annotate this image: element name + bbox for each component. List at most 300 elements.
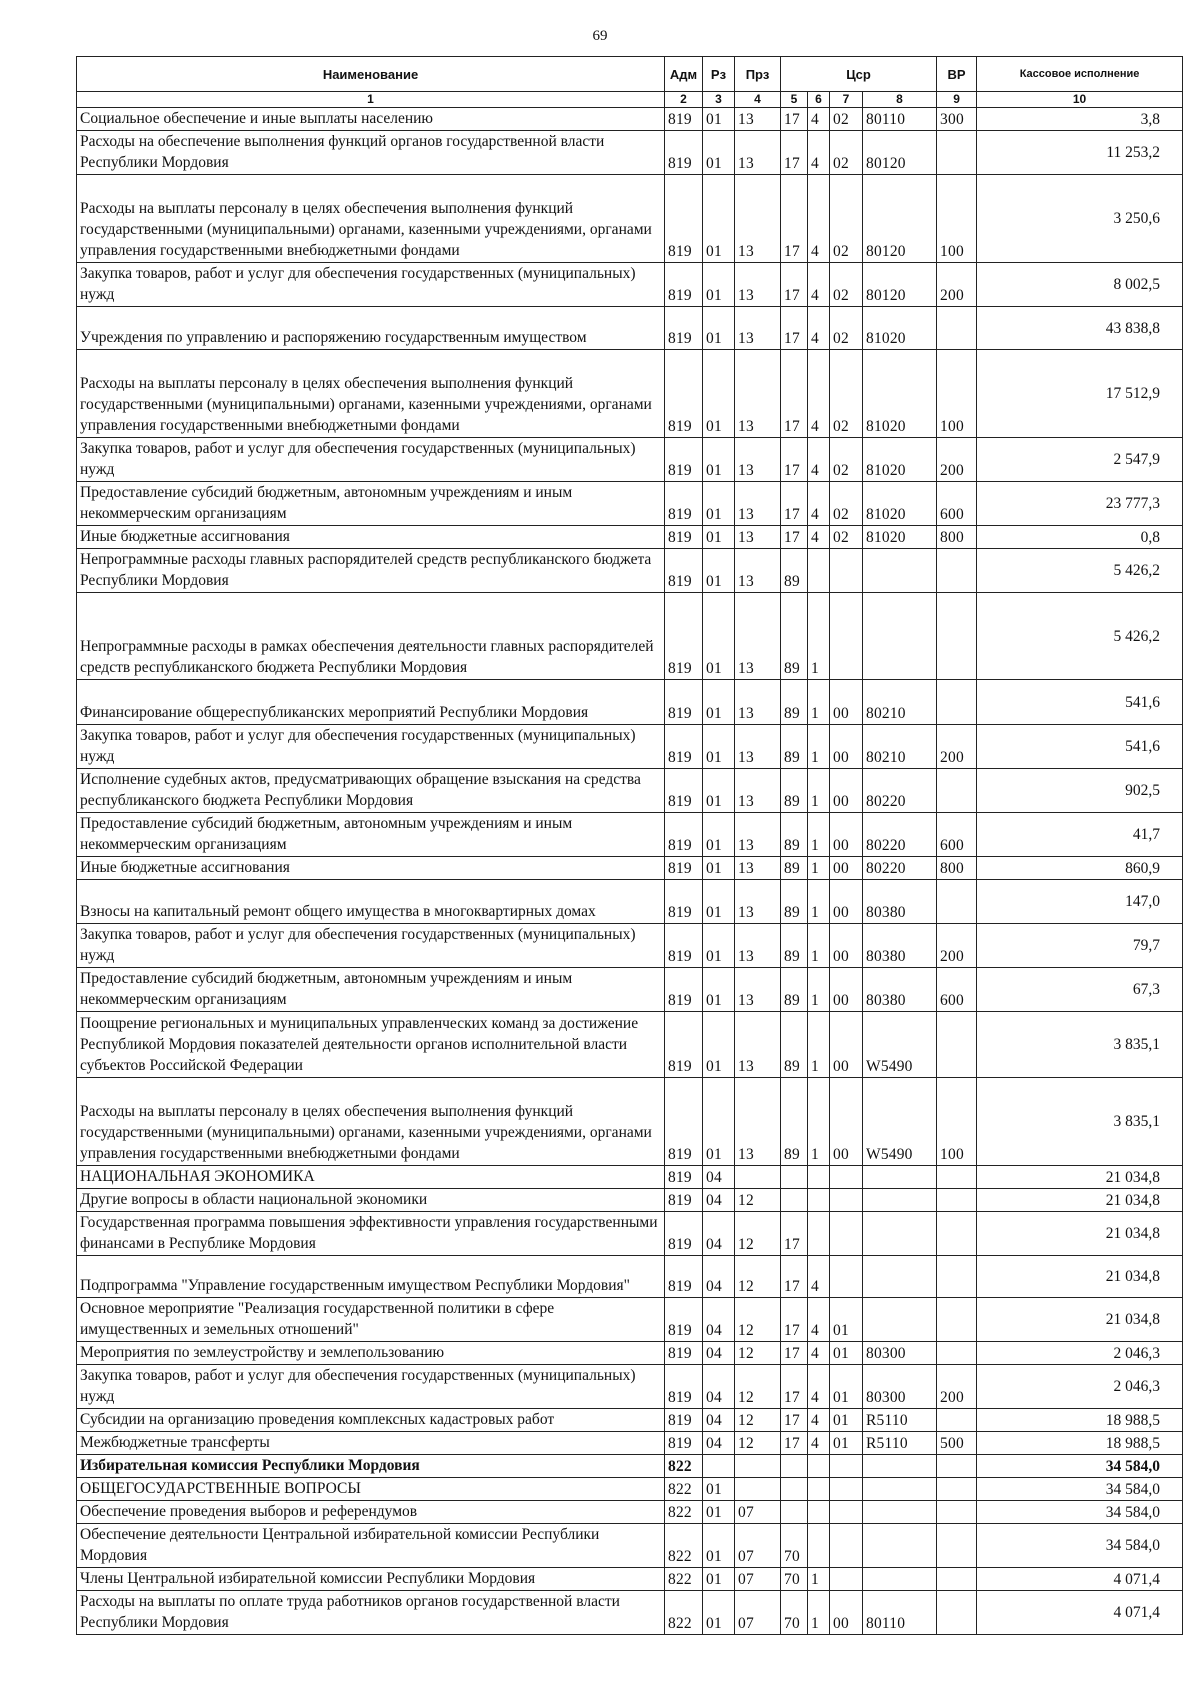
table-cell-vr [937,1409,977,1432]
table-cell-csr-direction: W5490 [863,1078,937,1166]
table-cell-csr-program: 89 [781,680,808,725]
table-cell-amount: 860,9 [977,857,1183,880]
header-number: 3 [703,92,735,108]
table-cell-name: Обеспечение деятельности Центральной избирательной комиссии Республики Мордовия [77,1524,665,1568]
table-cell-adm: 819 [665,350,703,438]
table-row [77,1432,1183,1455]
table-row [77,1501,1183,1524]
table-cell-prz: 13 [735,108,781,131]
table-cell-vr [937,307,977,350]
table-cell-csr-event: 02 [830,350,863,438]
table-cell-amount: 41,7 [977,813,1183,857]
table-cell-name: Подпрограмма "Управление государственным имуществом Республики Мордовия" [77,1256,665,1298]
table-row [77,968,1183,1012]
table-row [77,725,1183,769]
header-number: 4 [735,92,781,108]
table-cell-rz: 01 [703,725,735,769]
table-row [77,1409,1183,1432]
table-cell-adm: 819 [665,680,703,725]
table-cell-prz: 12 [735,1212,781,1256]
table-cell-csr-subprogram: 4 [808,1256,830,1298]
table-cell-csr-subprogram [808,549,830,593]
table-cell-csr-program: 70 [781,1524,808,1568]
table-cell-csr-event: 00 [830,857,863,880]
table-cell-prz: 13 [735,968,781,1012]
table-cell-csr-subprogram: 1 [808,593,830,680]
table-cell-csr-subprogram [808,1166,830,1189]
table-cell-csr-subprogram [808,1524,830,1568]
table-cell-rz: 04 [703,1298,735,1342]
table-cell-csr-direction: 80220 [863,813,937,857]
table-cell-csr-subprogram: 4 [808,1365,830,1409]
table-cell-csr-event [830,1501,863,1524]
table-cell-vr [937,1212,977,1256]
header-number: 6 [808,92,830,108]
table-cell-vr [937,1298,977,1342]
table-cell-vr [937,131,977,175]
table-cell-csr-direction: 80110 [863,1591,937,1635]
table-cell-vr [937,593,977,680]
table-cell-vr: 200 [937,1365,977,1409]
table-cell-csr-subprogram: 4 [808,350,830,438]
table-cell-name: Расходы на выплаты персоналу в целях обеспечения выполнения функций государственными (муниципальными) органами, казенными учреждениями, органами управления государственными внебюджетными фондами [77,350,665,438]
table-cell-prz: 13 [735,1012,781,1078]
table-cell-prz: 13 [735,307,781,350]
table-row [77,482,1183,526]
table-cell-csr-direction [863,1256,937,1298]
table-cell-csr-subprogram: 1 [808,1591,830,1635]
table-cell-prz: 12 [735,1432,781,1455]
table-cell-csr-program: 89 [781,1078,808,1166]
table-cell-prz [735,1166,781,1189]
table-cell-prz: 13 [735,549,781,593]
table-cell-rz: 01 [703,880,735,924]
table-cell-csr-direction: 81020 [863,482,937,526]
table-cell-rz: 01 [703,813,735,857]
table-cell-csr-direction: 81020 [863,438,937,482]
header-number: 5 [781,92,808,108]
table-cell-adm: 819 [665,1078,703,1166]
table-cell-prz: 07 [735,1524,781,1568]
table-cell-rz: 01 [703,924,735,968]
table-cell-adm: 819 [665,1298,703,1342]
table-cell-amount: 34 584,0 [977,1478,1183,1501]
table-cell-csr-direction: R5110 [863,1432,937,1455]
table-cell-name: Государственная программа повышения эффективности управления государственными финансами в Республике Мордовия [77,1212,665,1256]
table-cell-name: Члены Центральной избирательной комиссии Республики Мордовия [77,1568,665,1591]
table-cell-amount: 21 034,8 [977,1189,1183,1212]
table-cell-name: Закупка товаров, работ и услуг для обеспечения государственных (муниципальных) нужд [77,725,665,769]
table-cell-csr-direction: W5490 [863,1012,937,1078]
header-amount: Кассовое исполнение [977,57,1183,92]
table-row [77,1342,1183,1365]
table-cell-adm: 819 [665,108,703,131]
table-cell-csr-subprogram [808,1478,830,1501]
table-cell-csr-subprogram: 1 [808,857,830,880]
table-row [77,1298,1183,1342]
table-cell-adm: 819 [665,263,703,307]
header-adm: Адм [665,57,703,92]
table-cell-amount: 43 838,8 [977,307,1183,350]
table-cell-csr-program: 70 [781,1568,808,1591]
table-cell-prz: 13 [735,526,781,549]
table-cell-csr-event [830,1524,863,1568]
header-rz: Рз [703,57,735,92]
table-cell-adm: 819 [665,593,703,680]
table-cell-rz: 01 [703,549,735,593]
table-cell-adm: 819 [665,1012,703,1078]
table-cell-amount: 2 547,9 [977,438,1183,482]
table-cell-amount: 541,6 [977,725,1183,769]
table-cell-csr-event: 00 [830,769,863,813]
table-cell-rz: 01 [703,526,735,549]
table-row [77,1166,1183,1189]
table-cell-adm: 819 [665,438,703,482]
table-cell-csr-program: 89 [781,924,808,968]
table-cell-adm: 819 [665,482,703,526]
table-row [77,857,1183,880]
table-row [77,307,1183,350]
table-cell-vr: 800 [937,857,977,880]
table-cell-rz: 04 [703,1409,735,1432]
table-cell-amount: 3,8 [977,108,1183,131]
table-cell-name: Социальное обеспечение и иные выплаты населению [77,108,665,131]
table-cell-vr [937,769,977,813]
table-cell-vr: 200 [937,725,977,769]
table-cell-csr-subprogram: 4 [808,438,830,482]
table-cell-amount: 902,5 [977,769,1183,813]
table-cell-rz: 01 [703,131,735,175]
table-row [77,1078,1183,1166]
table-cell-prz: 13 [735,1078,781,1166]
table-cell-amount: 34 584,0 [977,1501,1183,1524]
table-cell-vr [937,1478,977,1501]
table-cell-csr-direction: 80300 [863,1342,937,1365]
table-cell-rz: 01 [703,482,735,526]
table-cell-adm: 822 [665,1455,703,1478]
table-cell-vr: 100 [937,175,977,263]
table-cell-csr-event: 01 [830,1365,863,1409]
table-cell-vr: 200 [937,924,977,968]
table-cell-vr: 100 [937,1078,977,1166]
table-row [77,1256,1183,1298]
table-row [77,680,1183,725]
table-cell-rz [703,1455,735,1478]
table-cell-vr: 200 [937,438,977,482]
header-number: 2 [665,92,703,108]
table-cell-csr-event: 02 [830,482,863,526]
table-cell-prz: 07 [735,1568,781,1591]
table-cell-vr [937,1256,977,1298]
table-row [77,1524,1183,1568]
table-cell-csr-subprogram: 4 [808,131,830,175]
table-cell-csr-event: 02 [830,307,863,350]
table-cell-prz: 13 [735,350,781,438]
table-cell-csr-subprogram: 4 [808,1409,830,1432]
table-cell-csr-direction: 80110 [863,108,937,131]
table-cell-adm: 819 [665,813,703,857]
header-numbers-row [77,92,1183,108]
table-cell-csr-event: 02 [830,131,863,175]
table-cell-csr-event: 02 [830,108,863,131]
table-cell-adm: 819 [665,968,703,1012]
table-cell-rz: 01 [703,307,735,350]
table-cell-vr: 500 [937,1432,977,1455]
table-row [77,924,1183,968]
table-cell-prz [735,1455,781,1478]
table-cell-adm: 822 [665,1591,703,1635]
table-cell-csr-program: 17 [781,1365,808,1409]
table-cell-csr-subprogram: 4 [808,175,830,263]
table-cell-amount: 23 777,3 [977,482,1183,526]
table-cell-csr-subprogram: 1 [808,813,830,857]
table-cell-name: Основное мероприятие "Реализация государственной политики в сфере имущественных и земельных отношений" [77,1298,665,1342]
table-cell-name: Другие вопросы в области национальной экономики [77,1189,665,1212]
table-cell-vr: 600 [937,968,977,1012]
table-cell-csr-program: 17 [781,108,808,131]
table-cell-amount: 8 002,5 [977,263,1183,307]
table-cell-name: Расходы на обеспечение выполнения функций органов государственной власти Республики Мордовия [77,131,665,175]
table-cell-vr [937,1455,977,1478]
table-cell-csr-event [830,1568,863,1591]
table-cell-adm: 819 [665,880,703,924]
table-cell-csr-program: 89 [781,968,808,1012]
table-cell-csr-program: 17 [781,350,808,438]
table-row [77,1012,1183,1078]
table-cell-vr: 800 [937,526,977,549]
table-cell-prz: 13 [735,131,781,175]
table-cell-csr-program: 17 [781,131,808,175]
table-cell-amount: 79,7 [977,924,1183,968]
table-cell-rz: 01 [703,857,735,880]
table-cell-adm: 819 [665,725,703,769]
table-cell-csr-program: 17 [781,482,808,526]
table-cell-prz: 07 [735,1591,781,1635]
table-cell-amount: 67,3 [977,968,1183,1012]
table-cell-csr-program: 17 [781,1432,808,1455]
table-cell-csr-direction: 81020 [863,526,937,549]
table-cell-csr-program: 89 [781,857,808,880]
table-cell-csr-program: 89 [781,1012,808,1078]
table-cell-csr-event: 00 [830,1012,863,1078]
table-cell-csr-direction [863,1298,937,1342]
table-cell-adm: 819 [665,1212,703,1256]
table-cell-csr-direction: 80380 [863,968,937,1012]
table-cell-csr-event: 00 [830,1078,863,1166]
table-row [77,175,1183,263]
table-cell-adm: 819 [665,1166,703,1189]
table-cell-vr [937,1166,977,1189]
table-cell-name: Иные бюджетные ассигнования [77,857,665,880]
table-cell-amount: 147,0 [977,880,1183,924]
table-cell-prz: 13 [735,857,781,880]
table-cell-prz: 13 [735,263,781,307]
table-cell-csr-direction: R5110 [863,1409,937,1432]
table-cell-csr-program: 17 [781,1212,808,1256]
table-header [77,57,1183,108]
table-cell-rz: 01 [703,593,735,680]
table-cell-csr-program [781,1189,808,1212]
table-cell-csr-event: 02 [830,438,863,482]
table-cell-csr-direction: 80380 [863,924,937,968]
table-cell-prz: 13 [735,680,781,725]
table-cell-rz: 01 [703,769,735,813]
table-cell-prz: 13 [735,725,781,769]
table-cell-prz: 12 [735,1189,781,1212]
table-cell-rz: 01 [703,1524,735,1568]
table-cell-amount: 2 046,3 [977,1342,1183,1365]
table-cell-csr-subprogram: 4 [808,108,830,131]
table-cell-csr-event: 00 [830,725,863,769]
table-cell-amount: 21 034,8 [977,1166,1183,1189]
table-cell-csr-direction: 81020 [863,350,937,438]
table-cell-name: Исполнение судебных актов, предусматривающих обращение взыскания на средства республиканского бюджета Республики Мордовия [77,769,665,813]
table-cell-csr-subprogram: 1 [808,725,830,769]
table-cell-csr-direction: 80120 [863,263,937,307]
table-cell-csr-event: 01 [830,1409,863,1432]
table-cell-csr-event [830,593,863,680]
table-body [77,108,1183,1635]
table-cell-rz: 01 [703,968,735,1012]
table-cell-vr: 200 [937,263,977,307]
table-cell-csr-direction [863,549,937,593]
table-cell-prz: 12 [735,1256,781,1298]
table-cell-rz: 01 [703,1478,735,1501]
table-cell-prz: 13 [735,880,781,924]
table-cell-csr-program: 17 [781,1256,808,1298]
table-cell-adm: 819 [665,131,703,175]
table-cell-rz: 04 [703,1256,735,1298]
table-cell-rz: 01 [703,680,735,725]
table-cell-csr-event [830,549,863,593]
table-cell-prz: 12 [735,1298,781,1342]
table-cell-rz: 01 [703,263,735,307]
table-cell-name: Расходы на выплаты персоналу в целях обеспечения выполнения функций государственными (муниципальными) органами, казенными учреждениями, органами управления государственными внебюджетными фондами [77,1078,665,1166]
table-cell-csr-direction [863,1189,937,1212]
table-cell-prz: 13 [735,482,781,526]
table-cell-rz: 01 [703,1501,735,1524]
table-cell-csr-program [781,1501,808,1524]
table-cell-adm: 819 [665,1189,703,1212]
table-cell-csr-event: 00 [830,880,863,924]
table-cell-name: Мероприятия по землеустройству и землепользованию [77,1342,665,1365]
table-cell-amount: 21 034,8 [977,1298,1183,1342]
header-number: 10 [977,92,1183,108]
table-cell-csr-event [830,1189,863,1212]
table-cell-prz: 12 [735,1365,781,1409]
table-cell-name: Закупка товаров, работ и услуг для обеспечения государственных (муниципальных) нужд [77,438,665,482]
table-cell-prz: 13 [735,175,781,263]
table-cell-amount: 21 034,8 [977,1212,1183,1256]
header-prz: Прз [735,57,781,92]
table-cell-vr [937,1524,977,1568]
table-cell-csr-direction: 80120 [863,175,937,263]
table-cell-amount: 3 835,1 [977,1078,1183,1166]
table-cell-vr [937,1012,977,1078]
table-cell-name: Учреждения по управлению и распоряжению государственным имуществом [77,307,665,350]
table-cell-csr-event: 01 [830,1432,863,1455]
table-cell-csr-program: 89 [781,813,808,857]
table-cell-csr-direction [863,1524,937,1568]
table-row [77,549,1183,593]
table-cell-adm: 819 [665,1342,703,1365]
table-cell-amount: 17 512,9 [977,350,1183,438]
table-cell-amount: 4 071,4 [977,1591,1183,1635]
table-cell-csr-direction [863,593,937,680]
table-cell-csr-direction: 80300 [863,1365,937,1409]
table-cell-adm: 819 [665,175,703,263]
table-cell-csr-direction: 80210 [863,680,937,725]
table-cell-name: Закупка товаров, работ и услуг для обеспечения государственных (муниципальных) нужд [77,1365,665,1409]
table-cell-name: Предоставление субсидий бюджетным, автономным учреждениям и иным некоммерческим организациям [77,482,665,526]
table-cell-csr-event [830,1455,863,1478]
table-cell-prz: 12 [735,1409,781,1432]
table-row [77,108,1183,131]
table-row [77,1365,1183,1409]
table-row [77,1591,1183,1635]
table-cell-csr-subprogram [808,1212,830,1256]
table-cell-csr-program: 17 [781,1342,808,1365]
table-cell-amount: 5 426,2 [977,549,1183,593]
table-cell-csr-program: 17 [781,1409,808,1432]
table-cell-prz: 07 [735,1501,781,1524]
table-cell-name: ОБЩЕГОСУДАРСТВЕННЫЕ ВОПРОСЫ [77,1478,665,1501]
table-cell-csr-direction [863,1455,937,1478]
table-cell-csr-event: 00 [830,1591,863,1635]
table-cell-adm: 822 [665,1478,703,1501]
table-row [77,1189,1183,1212]
table-cell-name: Финансирование общереспубликанских мероприятий Республики Мордовия [77,680,665,725]
table-cell-rz: 01 [703,1012,735,1078]
table-cell-csr-subprogram: 4 [808,1432,830,1455]
table-cell-csr-subprogram: 1 [808,1568,830,1591]
table-row [77,813,1183,857]
table-cell-csr-program: 89 [781,769,808,813]
table-cell-rz: 01 [703,350,735,438]
table-row [77,593,1183,680]
table-cell-csr-direction [863,1478,937,1501]
table-cell-amount: 18 988,5 [977,1432,1183,1455]
table-cell-name: Расходы на выплаты по оплате труда работников органов государственной власти Республики Мордовия [77,1591,665,1635]
table-row [77,1478,1183,1501]
table-cell-csr-program: 89 [781,725,808,769]
table-cell-csr-program: 17 [781,526,808,549]
table-cell-name: Предоставление субсидий бюджетным, автономным учреждениям и иным некоммерческим организациям [77,968,665,1012]
table-cell-csr-event: 00 [830,813,863,857]
table-cell-csr-subprogram: 1 [808,769,830,813]
table-cell-csr-subprogram: 4 [808,263,830,307]
table-cell-amount: 34 584,0 [977,1455,1183,1478]
table-row [77,1455,1183,1478]
table-cell-vr: 100 [937,350,977,438]
table-cell-adm: 819 [665,1365,703,1409]
header-number: 1 [77,92,665,108]
table-cell-vr [937,1591,977,1635]
table-cell-name: Расходы на выплаты персоналу в целях обеспечения выполнения функций государственными (муниципальными) органами, казенными учреждениями, органами управления государственными внебюджетными фондами [77,175,665,263]
table-cell-amount: 21 034,8 [977,1256,1183,1298]
table-cell-csr-subprogram [808,1455,830,1478]
header-name: Наименование [77,57,665,92]
header-number: 9 [937,92,977,108]
table-cell-name: Обеспечение проведения выборов и референдумов [77,1501,665,1524]
table-cell-amount: 34 584,0 [977,1524,1183,1568]
table-cell-csr-direction: 80380 [863,880,937,924]
table-cell-vr [937,1342,977,1365]
table-cell-name: Иные бюджетные ассигнования [77,526,665,549]
table-cell-csr-program: 70 [781,1591,808,1635]
table-cell-csr-program [781,1455,808,1478]
table-cell-adm: 822 [665,1501,703,1524]
